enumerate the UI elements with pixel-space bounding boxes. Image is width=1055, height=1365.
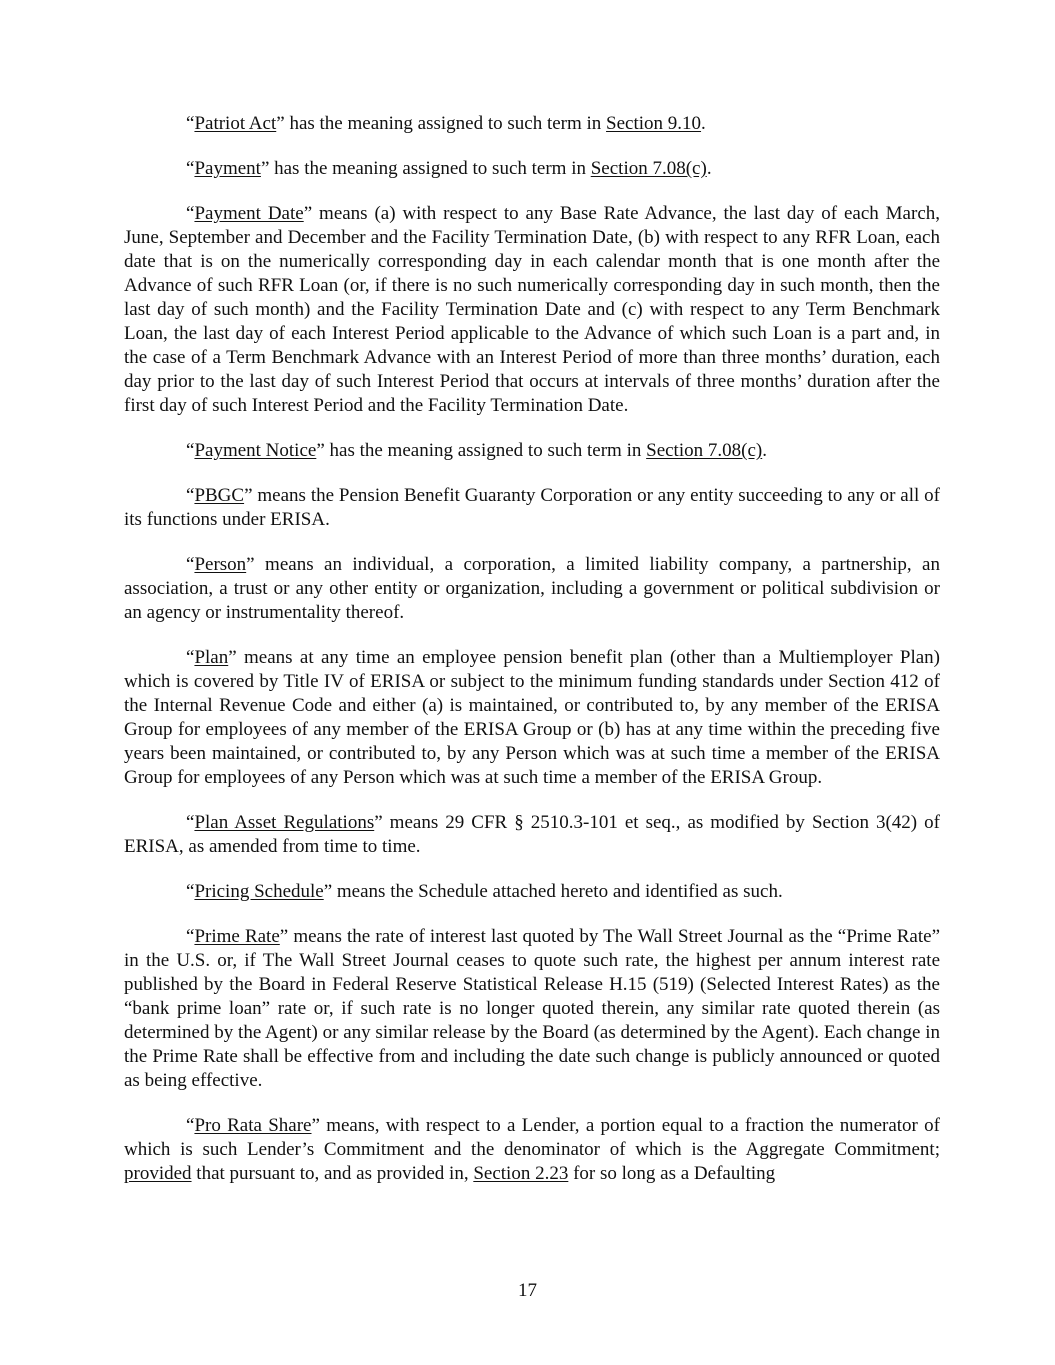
defined-term: Plan: [194, 647, 229, 668]
defined-term: Person: [194, 554, 247, 575]
defined-term: Prime Rate: [194, 926, 280, 947]
defined-term: Pro Rata Share: [194, 1115, 312, 1136]
definition-plan: “Plan” means at any time an employee pension benefit plan (other than a Multiemployer Plan) which is covered by Title IV of ERISA or subject to the minimum funding standards under Section 412 of the Internal Revenue Code and either (a) is maintained, or contributed to, by any member of the ERISA Group for employees of any member of the ERISA Group or (b) has at any time within the preceding five years been maintained, or contributed to, by any Person which was at such time a member of the ERISA Group for employees of any Person which was at such time a member of the ERISA Group.: [124, 647, 940, 788]
definition-pbgc: “PBGC” means the Pension Benefit Guaranty Corporation or any entity succeeding to any or all of its functions under ERISA.: [124, 485, 940, 530]
definition-prime-rate: “Prime Rate” means the rate of interest last quoted by The Wall Street Journal as the “Prime Rate” in the U.S. or, if The Wall Street Journal ceases to quote such rate, the highest per annum interest rate published by the Board in Federal Reserve Statistical Release H.15 (519) (Selected Interest Rates) as the “bank prime loan” rate or, if such rate is no longer quoted therein, any similar rate quoted therein (as determined by the Agent) or any similar release by the Board (as determined by the Agent). Each change in the Prime Rate shall be effective from and including the date such change is publicly announced or quoted as being effective.: [124, 926, 941, 1091]
definition-plan-asset-regulations: “Plan Asset Regulations” means 29 CFR § 2510.3-101 et seq., as modified by Section 3(42) of ERISA, as amended from time to time.: [124, 812, 940, 857]
section-reference: Section 7.08(c): [590, 158, 707, 179]
defined-term: Payment: [194, 158, 261, 179]
defined-term: Patriot Act: [194, 113, 277, 134]
defined-term: Plan Asset Regulations: [194, 812, 375, 833]
defined-term: Payment Date: [194, 203, 304, 224]
section-reference: Section 7.08(c): [646, 440, 763, 461]
defined-term: Pricing Schedule: [194, 881, 324, 902]
document-page: [124, 112, 940, 1207]
defined-term: Payment Notice: [194, 440, 317, 461]
section-reference: Section 9.10: [606, 113, 702, 134]
defined-term: PBGC: [194, 485, 245, 506]
definition-pro-rata-share: “Pro Rata Share” means, with respect to a Lender, a portion equal to a fraction the numerator of which is such Lender’s Commitment and the denominator of which is the Aggregate Commitment; provided that pursuant to, and as provided in, Section 2.23 for so long as a Defaulting: [124, 1115, 940, 1184]
definition-payment-notice: “Payment Notice” has the meaning assigned to such term in Section 7.08(c).: [186, 440, 767, 461]
page-number: 17: [518, 1280, 537, 1301]
definition-payment-date: “Payment Date” means (a) with respect to any Base Rate Advance, the last day of each March, June, September and December and the Facility Termination Date, (b) with respect to any RFR Loan, each date that is on the numerically corresponding day in each calendar month that is one month after the Advance of such RFR Loan (or, if there is no such numerically corresponding day in such month, then the last day of such month) and the Facility Termination Date and (c) with respect to any Term Benchmark Loan, the last day of each Interest Period applicable to the Advance of which such Loan is a part and, in the case of a Term Benchmark Advance with an Interest Period of more than three months’ duration, each day prior to the last day of such Interest Period that occurs at intervals of three months’ duration after the first day of such Interest Period and the Facility Termination Date.: [124, 203, 941, 416]
definition-payment: “Payment” has the meaning assigned to such term in Section 7.08(c).: [186, 158, 712, 179]
definition-pricing-schedule: “Pricing Schedule” means the Schedule attached hereto and identified as such.: [186, 881, 783, 902]
definition-patriot-act: “Patriot Act” has the meaning assigned to such term in Section 9.10.: [186, 113, 706, 134]
proviso-term: provided: [124, 1163, 192, 1184]
section-reference: Section 2.23: [473, 1163, 569, 1184]
definition-person: “Person” means an individual, a corporation, a limited liability company, a partnership, an association, a trust or any other entity or organization, including a government or political subdivision or an agency or instrumentality thereof.: [124, 554, 940, 623]
